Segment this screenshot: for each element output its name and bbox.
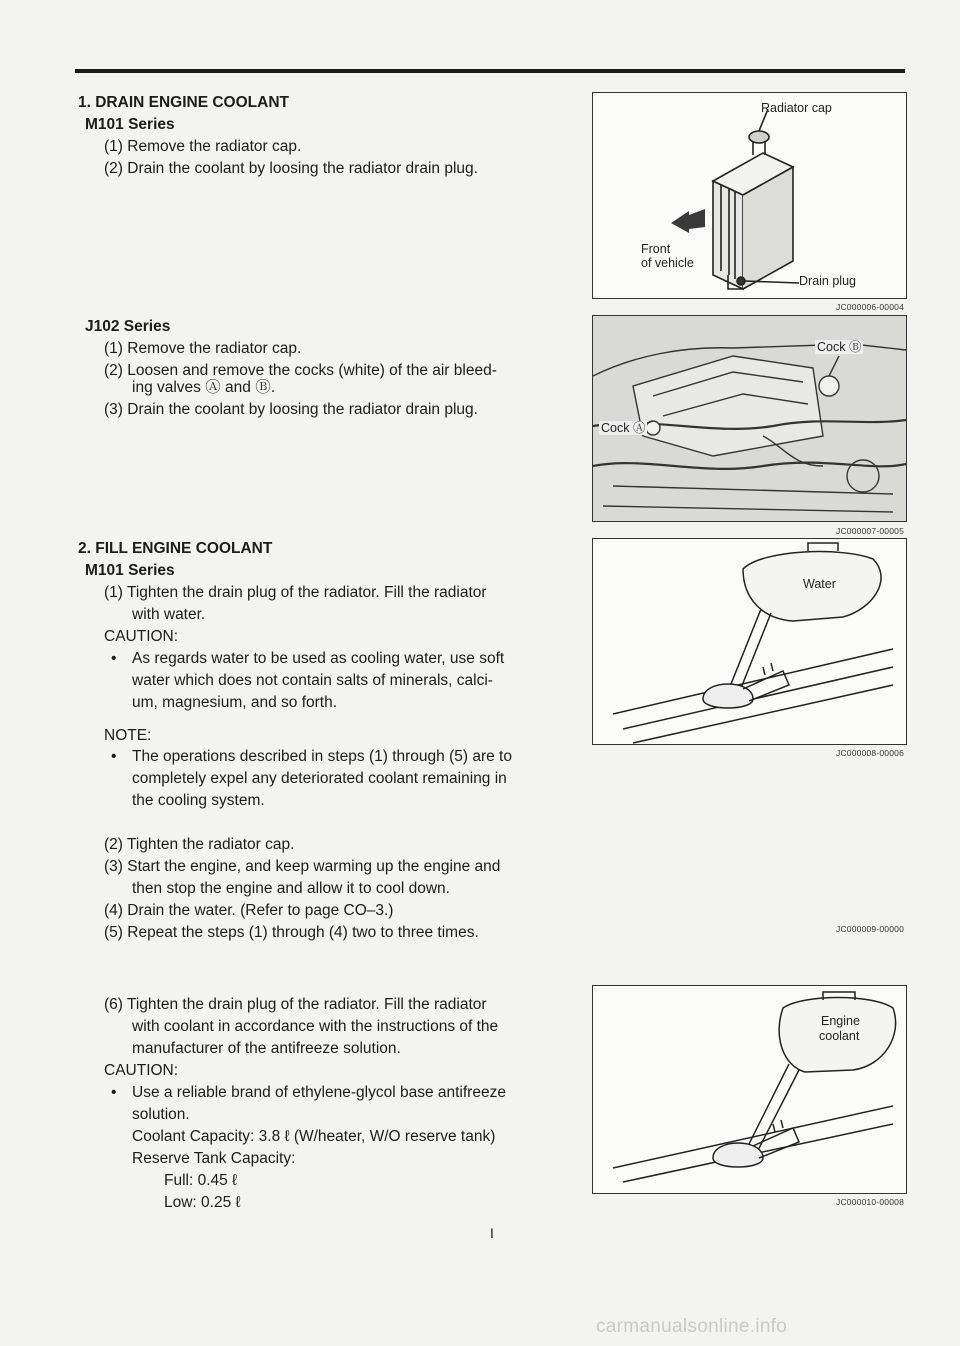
note-line-3: the cooling system.: [132, 792, 265, 809]
caution-1-line-1: As regards water to be used as cooling water, use soft: [132, 650, 505, 667]
bullet-icon: •: [111, 1084, 117, 1101]
reserve-low: Low: 0.25 ℓ: [164, 1194, 241, 1211]
fill-step-3-cont: then stop the engine and allow it to cool down.: [132, 880, 450, 897]
m101-step-1: (1) Remove the radiator cap.: [104, 138, 302, 155]
figure-code: JC000006-00004: [836, 302, 905, 312]
fill-step-6-cont-1: with coolant in accordance with the instructions of the: [132, 1018, 499, 1035]
water-label: Water: [803, 577, 836, 591]
radiator-figure: [592, 92, 907, 299]
reserve-full: Full: 0.45 ℓ: [164, 1172, 238, 1189]
radiator-illustration: [593, 93, 906, 298]
caution-2-line-2: solution.: [132, 1106, 190, 1123]
section-1-heading: 1. DRAIN ENGINE COOLANT: [78, 94, 289, 111]
j102-step-1: (1) Remove the radiator cap.: [104, 340, 302, 357]
fill-step-5: (5) Repeat the steps (1) through (4) two to three times.: [104, 924, 479, 941]
reserve-tank-capacity: Reserve Tank Capacity:: [132, 1150, 296, 1167]
radiator-cap-label: Radiator cap: [761, 101, 832, 115]
caution-1-line-3: um, magnesium, and so forth.: [132, 694, 338, 711]
note-line-1: The operations described in steps (1) through (5) are to: [132, 748, 512, 765]
figure-code: JC000007-00005: [836, 526, 905, 536]
coolant-label: coolant: [819, 1029, 860, 1043]
caution-2-label: CAUTION:: [104, 1062, 179, 1079]
fill-coolant-figure: [592, 985, 907, 1194]
section-2-heading: 2. FILL ENGINE COOLANT: [78, 540, 273, 557]
fill-step-6-cont-2: manufacturer of the antifreeze solution.: [132, 1040, 401, 1057]
fill-step-2: (2) Tighten the radiator cap.: [104, 836, 295, 853]
fill-step-1-cont: with water.: [132, 606, 206, 623]
front-label: Front: [641, 242, 671, 256]
caution-2-line-1: Use a reliable brand of ethylene-glycol base antifreeze: [132, 1084, 506, 1101]
m101-step-2: (2) Drain the coolant by loosing the radiator drain plug.: [104, 160, 478, 177]
fill-step-6: (6) Tighten the drain plug of the radiator. Fill the radiator: [104, 996, 487, 1013]
figure-code: JC000010-00008: [836, 1197, 905, 1207]
of-vehicle-label: of vehicle: [641, 256, 694, 270]
watermark: carmanualsonline.info: [596, 1316, 788, 1337]
drain-plug-label: Drain plug: [799, 274, 856, 288]
page-number: I: [490, 1225, 494, 1241]
bullet-icon: •: [111, 650, 117, 667]
m101-series-title: M101 Series: [85, 116, 175, 133]
engine-label: Engine: [821, 1014, 860, 1028]
j102-series-title: J102 Series: [85, 318, 171, 335]
bullet-icon: •: [111, 748, 117, 765]
fill-step-4: (4) Drain the water. (Refer to page CO–3.): [104, 902, 394, 919]
figure-code: JC000009-00000: [836, 924, 905, 934]
engine-bay-figure: [592, 315, 907, 522]
fill-water-figure: [592, 538, 907, 745]
j102-step-2-cont: ing valves Ⓐ and Ⓑ.: [132, 379, 276, 396]
caution-1-line-2: water which does not contain salts of minerals, calci-: [132, 672, 493, 689]
top-rule: [75, 69, 905, 73]
fill-step-3: (3) Start the engine, and keep warming up the engine and: [104, 858, 501, 875]
j102-step-3: (3) Drain the coolant by loosing the radiator drain plug.: [104, 401, 478, 418]
j102-step-2: (2) Loosen and remove the cocks (white) of the air bleed-: [104, 362, 497, 379]
coolant-capacity: Coolant Capacity: 3.8 ℓ (W/heater, W/O reserve tank): [132, 1128, 496, 1145]
note-line-2: completely expel any deteriorated coolant remaining in: [132, 770, 507, 787]
fill-step-1: (1) Tighten the drain plug of the radiator. Fill the radiator: [104, 584, 487, 601]
cock-b-label: Cock Ⓑ: [817, 340, 862, 354]
note-label: NOTE:: [104, 727, 152, 744]
water-can-illustration: [593, 539, 906, 744]
fill-m101-series-title: M101 Series: [85, 562, 175, 579]
figure-code: JC000008-00006: [836, 748, 905, 758]
cock-a-label: Cock Ⓐ: [601, 421, 646, 435]
caution-1-label: CAUTION:: [104, 628, 179, 645]
